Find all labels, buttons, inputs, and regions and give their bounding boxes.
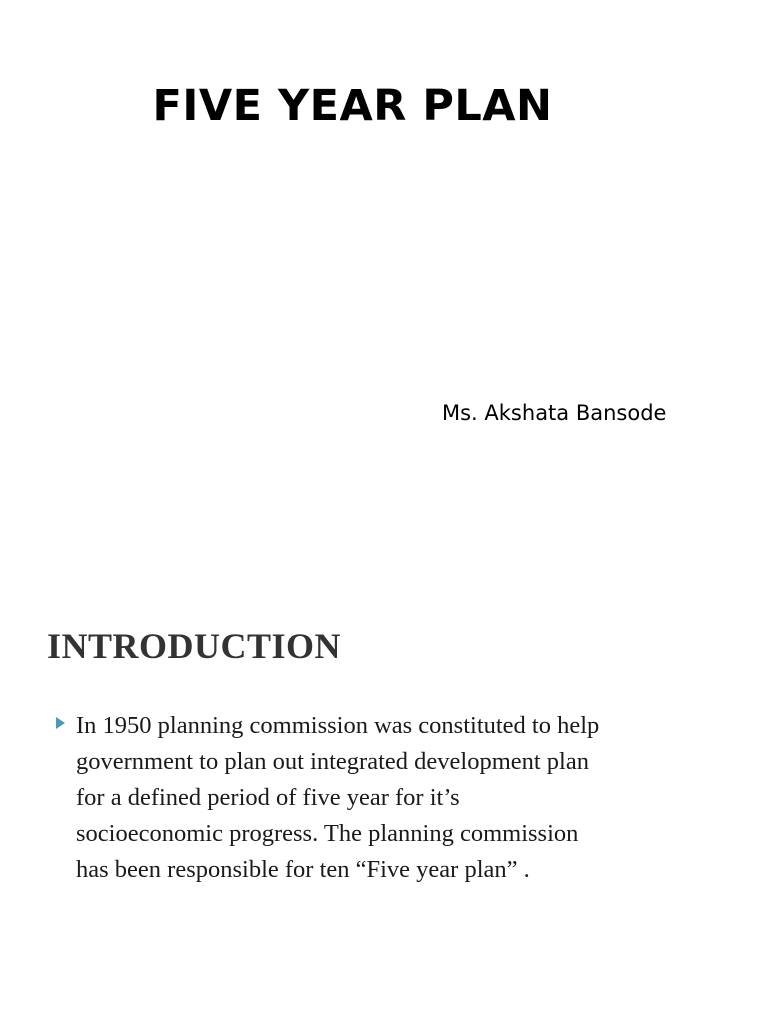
section-heading: INTRODUCTION: [47, 626, 342, 666]
introduction-slide: [0, 560, 768, 1024]
bullet-text: In 1950 planning commission was constituted to help government to plan out integrated development plan for a defined period of five year for it’s socioeconomic progress. The planning commission has been responsible for ten “Five year plan” .: [76, 712, 600, 883]
triangle-right-icon: [56, 708, 76, 729]
bullet-item: [56, 708, 746, 888]
author-name: Ms. Akshata Bansode: [442, 401, 667, 425]
slide-title: FIVE YEAR PLAN: [152, 81, 553, 131]
